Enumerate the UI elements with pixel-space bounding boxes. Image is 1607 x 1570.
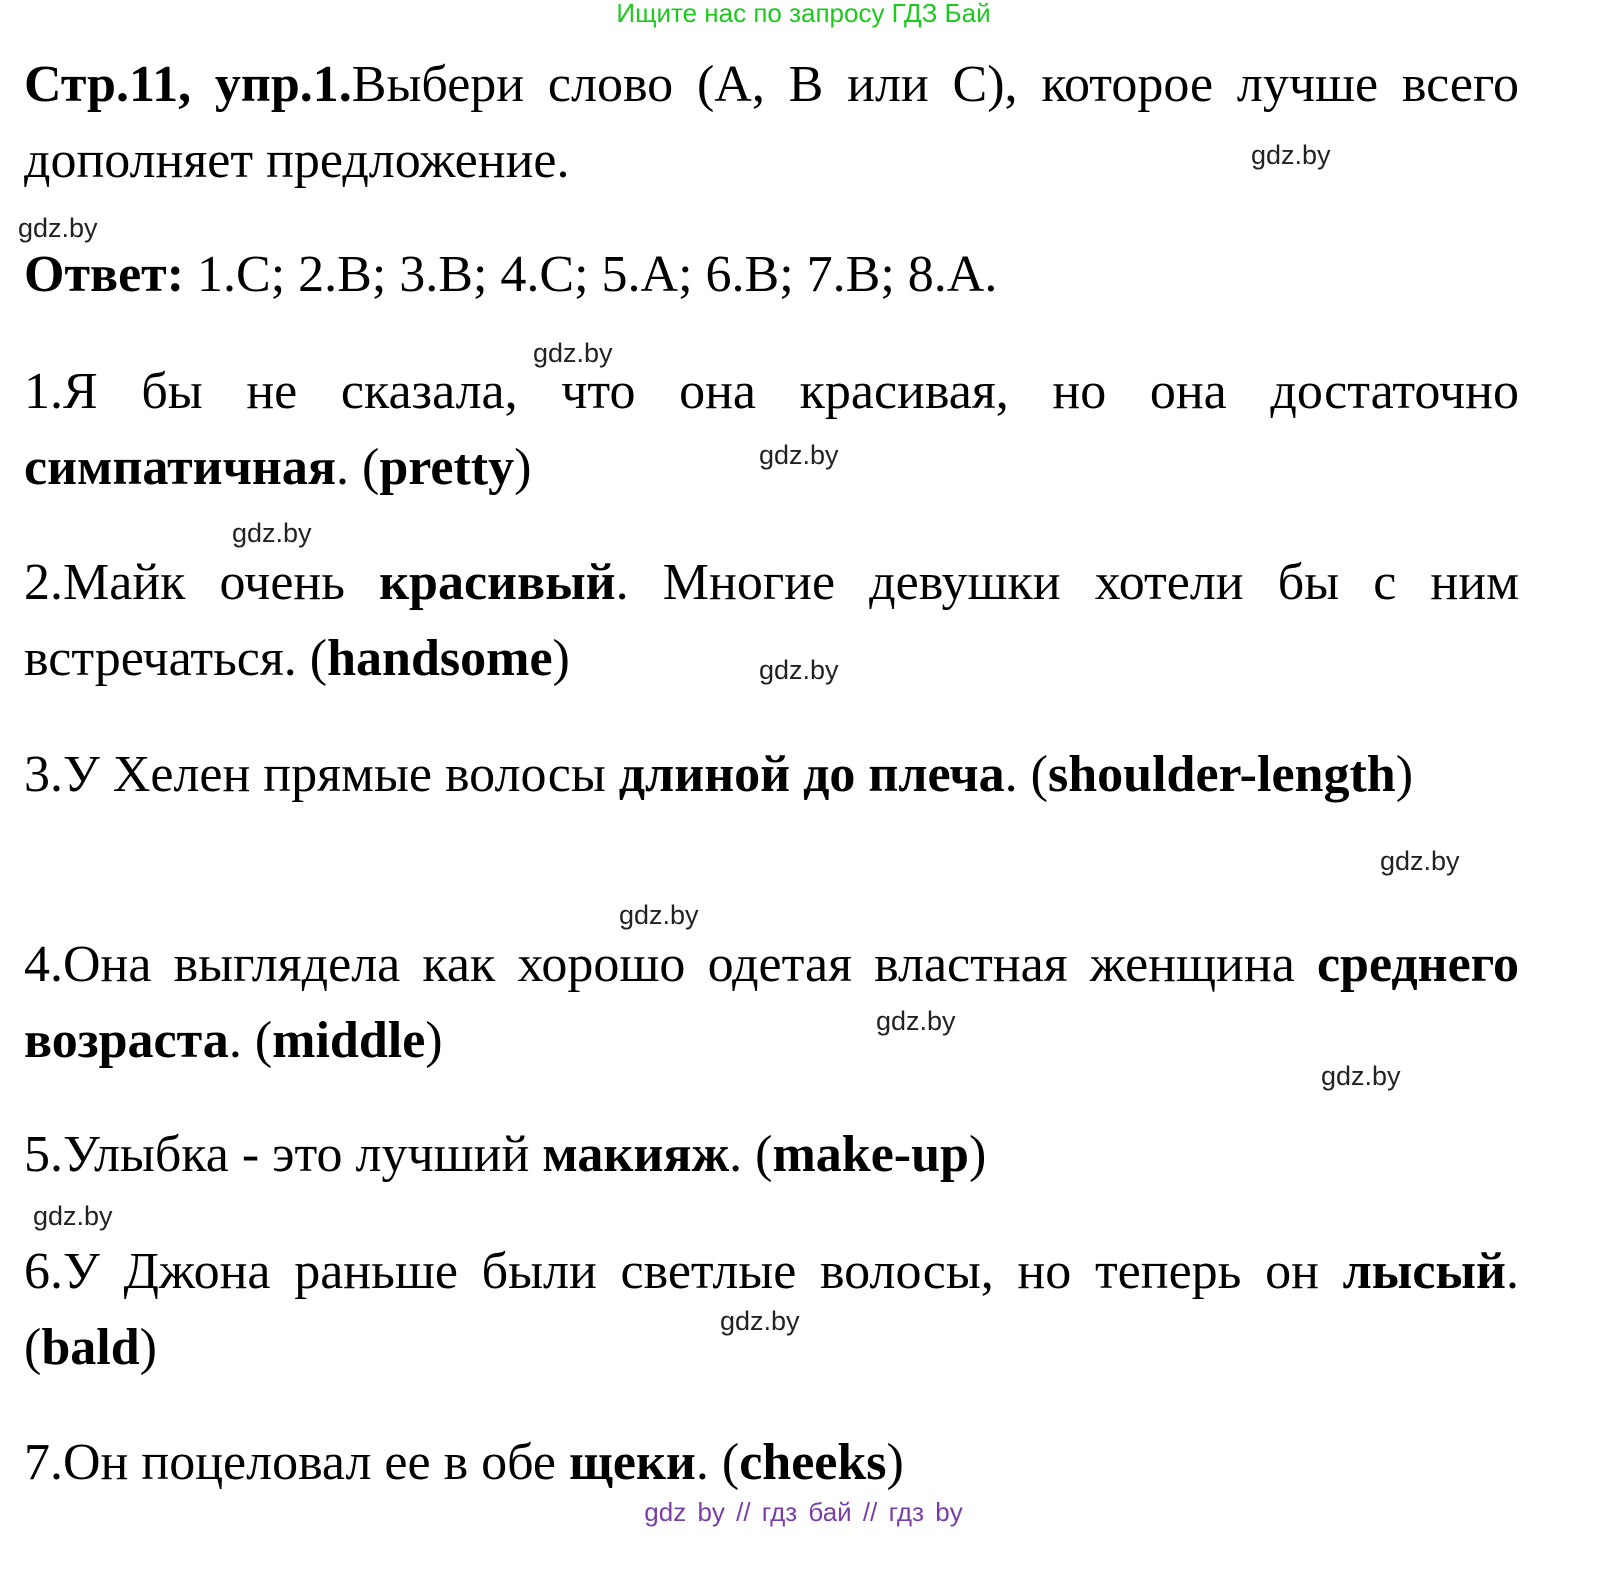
- item-text: ): [1395, 746, 1414, 803]
- item-text: ): [139, 1319, 157, 1376]
- item-answer-ru: макияж: [542, 1126, 730, 1183]
- item-text: . (: [695, 1434, 740, 1491]
- item-answer-ru: длиной до плеча: [618, 746, 1005, 803]
- answer-text: 1.C; 2.B; 3.B; 4.C; 5.A; 6.B; 7.B; 8.A.: [184, 246, 998, 303]
- item-7: [24, 1425, 1519, 1501]
- item-answer-en: handsome: [327, 630, 553, 687]
- item-answer-en: bald: [41, 1319, 140, 1376]
- item-answer-ru: среднего возраста: [24, 936, 1519, 1069]
- item-text: 4.Она выглядела как хорошо одетая властная женщина: [24, 936, 1317, 993]
- item-answer-ru: лысый: [1342, 1243, 1506, 1300]
- item-text: ): [886, 1434, 904, 1491]
- item-answer-en: middle: [272, 1012, 426, 1069]
- bottom-banner: gdz by // гдз бай // гдз by: [644, 1497, 963, 1527]
- watermark: gdz.by: [759, 440, 839, 470]
- item-text: . (: [729, 1126, 773, 1183]
- watermark: gdz.by: [33, 1201, 113, 1231]
- item-text: 3.У Хелен прямые волосы: [24, 746, 619, 803]
- watermark: gdz.by: [232, 518, 312, 548]
- item-text: . (: [1004, 746, 1048, 803]
- top-banner: Ищите нас по запросу ГДЗ Бай: [616, 0, 991, 28]
- item-text: ): [425, 1012, 443, 1069]
- task-text: Выбери слово (А, В или С), которое лучше всего дополняет предложение.: [24, 56, 1519, 189]
- item-answer-ru: симпатичная: [24, 439, 336, 496]
- item-3: [24, 737, 1519, 813]
- item-text: ): [968, 1126, 987, 1183]
- item-text: ): [514, 439, 532, 496]
- item-text: . (: [24, 1243, 1519, 1376]
- item-answer-en: pretty: [379, 439, 515, 496]
- item-text: 5.Улыбка - это лучший: [24, 1126, 543, 1183]
- item-1: [24, 354, 1519, 506]
- task-heading: [24, 47, 1519, 199]
- task-ref: Стр.11, упр.1.: [24, 56, 352, 113]
- item-4: [24, 927, 1519, 1079]
- item-text: 6.У Джона раньше были светлые волосы, но теперь он: [24, 1243, 1343, 1300]
- watermark: gdz.by: [1380, 846, 1460, 876]
- watermark: gdz.by: [1251, 140, 1331, 170]
- item-text: . (: [228, 1012, 273, 1069]
- watermark: gdz.by: [619, 900, 699, 930]
- item-answer-ru: щеки: [568, 1434, 696, 1491]
- item-text: 2.Майк очень: [24, 554, 380, 611]
- item-answer-en: shoulder-length: [1048, 746, 1396, 803]
- item-answer-en: make-up: [772, 1126, 969, 1183]
- watermark: gdz.by: [1321, 1061, 1401, 1091]
- watermark: gdz.by: [533, 338, 613, 368]
- answer-line: [24, 237, 1519, 313]
- item-text: . Многие девушки хотели бы с ним встречаться. (: [24, 554, 1519, 687]
- item-answer-en: cheeks: [739, 1434, 887, 1491]
- watermark: gdz.by: [18, 213, 98, 243]
- item-text: 7.Он поцеловал ее в обе: [24, 1434, 569, 1491]
- watermark: gdz.by: [876, 1006, 956, 1036]
- item-text: ): [552, 630, 570, 687]
- watermark: gdz.by: [720, 1306, 800, 1336]
- watermark: gdz.by: [759, 655, 839, 685]
- item-text: 1.Я бы не сказала, что она красивая, но она достаточно: [24, 363, 1519, 420]
- item-answer-ru: красивый: [379, 554, 616, 611]
- item-text: . (: [336, 439, 380, 496]
- item-5: [24, 1117, 1519, 1193]
- answer-label: Ответ:: [24, 246, 185, 303]
